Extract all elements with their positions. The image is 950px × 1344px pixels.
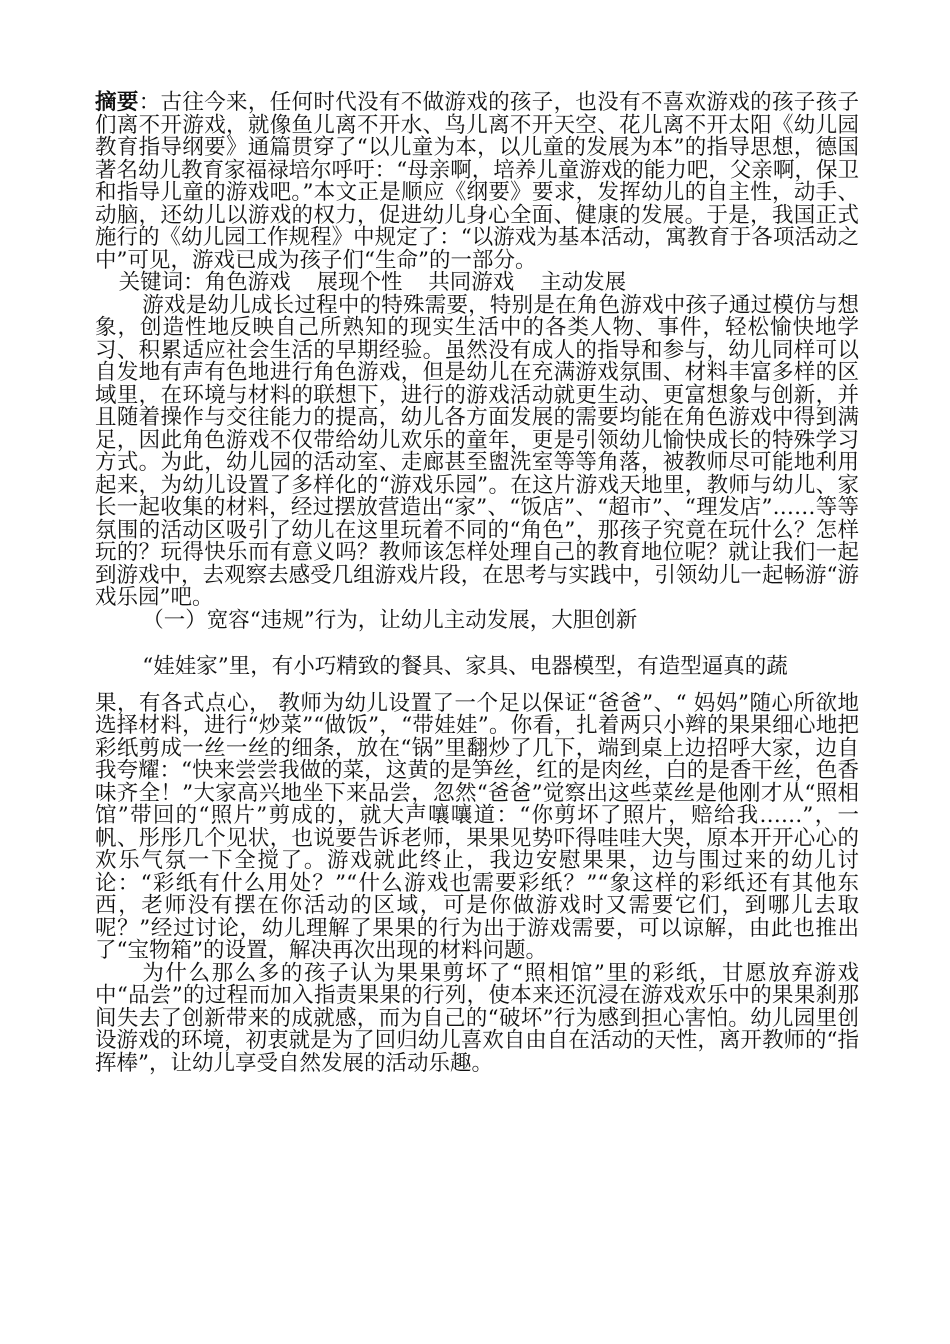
reflection-paragraph: 为什么那么多的孩子认为果果剪坏了“照相馆”里的彩纸，甘愿放弃游戏中“品尝”的过程而加入指责果果的行列，使本来还沉浸在游戏欢乐中的果果刹那间失去了创新带来的成就感，而为自己的“破坏”行为感到担心害怕。幼儿园里创设游戏的环境，初衷就是为了回归幼儿喜欢自由自在活动的天性，离开教师的“指挥棒”，让幼儿享受自然发展的活动乐趣。 bbox=[95, 960, 859, 1076]
keyword-item: 角色游戏 bbox=[204, 270, 291, 295]
keyword-item: 展现个性 bbox=[316, 270, 403, 295]
intro-paragraph: 游戏是幼儿成长过程中的特殊需要，特别是在角色游戏中孩子通过模仿与想象，创造性地反映自己所熟知的现实生活中的各类人物、事件，轻松愉快地学习、积累适应社会生活的早期经验。虽然没有成人的指导和参与，幼儿同样可以自发地有声有色地进行角色游戏，但是幼儿在充满游戏氛围、材料丰富多样的区域里，在环境与材料的联想下，进行的游戏活动就更生动、更富想象与创新，并且随着操作与交往能力的提高，幼儿各方面发展的需要均能在角色游戏中得到满足，因此角色游戏不仅带给幼儿欢乐的童年，更是引领幼儿愉快成长的特殊学习方式。为此，幼儿园的活动室、走廊甚至盥洗室等等角落，被教师尽可能地利用起来，为幼儿设置了多样化的“游戏乐园”。在这片游戏天地里，教师与幼儿、家长一起收集的材料，经过摆放营造出“家”、“饭店”、“超市”、“理发店”……等等氛围的活动区吸引了幼儿在这里玩着不同的“角色”，那孩子究竟在玩什么？怎样玩的？玩得快乐而有意义吗？教师该怎样处理自己的教育地位呢？就让我们一起到游戏中，去观察去感受几组游戏片段，在思考与实践中，引领幼儿一起畅游“游戏乐园”吧。 bbox=[95, 292, 859, 610]
abstract-label: 摘要 bbox=[95, 90, 139, 115]
abstract-text: 古往今来，任何时代没有不做游戏的孩子，也没有不喜欢游戏的孩子孩子们离不开游戏，就像鱼儿离不开水、鸟儿离不开天空、花儿离不开太阳《幼儿园教育指导纲要》通篇贯穿了“以儿童为本，以儿童的发展为本”的指导思想，德国著名幼儿教育家福禄培尔呼吁：“母亲啊，培养儿童游戏的能力吧，父亲啊，保卫和指导儿童的游戏吧。”本文正是顺应《纲要》要求，发挥幼儿的自主性，动手、动脑，还幼儿以游戏的权力，促进幼儿身心全面、健康的发展。于是，我国正式施行的《幼儿园工作规程》中规定了：“以游戏为基本活动，寓教育于各项活动之中”可见，游戏已成为孩子们“生命”的一部分。 bbox=[95, 90, 859, 273]
story-first-line: “娃娃家”里，有小巧精致的餐具、家具、电器模型，有造型逼真的蔬 bbox=[142, 654, 788, 679]
story-paragraph: 果，有各式点心， 教师为幼儿设置了一个足以保证“爸爸”、“ 妈妈”随心所欲地选择材料，进行“炒菜”“做饭”，“带娃娃”。你看，扎着两只小辫的果果细心地把彩纸剪成一丝一丝的细条，放在“锅”里翻炒了几下，端到桌上边招呼大家，边自我夸耀：“快来尝尝我做的菜，这黄的是笋丝，红的是肉丝，白的是香干丝，色香味齐全！”大家高兴地坐下来品尝，忽然“爸爸”觉察出这些菜丝是他刚才从“照相馆”带回的“照片”剪成的，就大声嚷嚷道：“你剪坏了照片，赔给我……”，一帆、彤彤几个见状，也说要告诉老师，果果见势吓得哇哇大哭，原本开开心心的欢乐气氛一下全搅了。游戏就此终止，我边安慰果果，边与围过来的幼儿讨论：“彩纸有什么用处？”“什么游戏也需要彩纸？”“象这样的彩纸还有其他东西，老师没有摆在你活动的区域，可是你做游戏时又需要它们，到哪儿去取呢？”经过讨论，幼儿理解了果果的行为出于游戏需要，可以谅解，由此也推出了“宝物箱”的设置，解决再次出现的材料问题。 bbox=[95, 690, 859, 963]
document-page bbox=[95, 92, 859, 1075]
keyword-item: 主动发展 bbox=[540, 270, 627, 295]
section-heading: （一）宽容“违规”行为，让幼儿主动发展，大胆创新 bbox=[142, 607, 638, 633]
keywords-line bbox=[95, 272, 859, 295]
abstract-paragraph bbox=[95, 92, 859, 272]
abstract-colon: ： bbox=[138, 90, 161, 115]
keywords-label: 关键词： bbox=[118, 270, 205, 295]
keyword-item: 共同游戏 bbox=[428, 270, 515, 295]
